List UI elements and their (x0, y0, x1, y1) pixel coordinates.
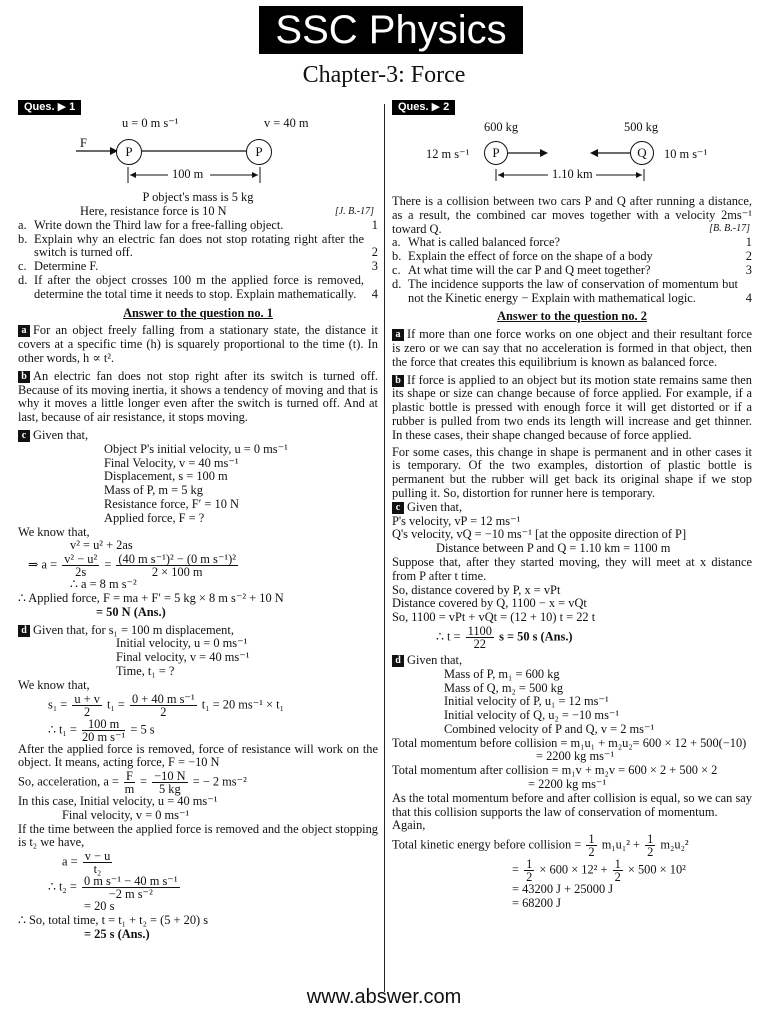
equation-t2: ∴ t₂ = $\frac{\text{0 m s⁻¹ − 40 m s⁻¹}}{\text{−2 m s⁻²}}$ (48, 874, 178, 902)
diagram-force-label: F (80, 136, 87, 150)
equation: ∴ a = 8 m s⁻² (70, 577, 137, 592)
resistance-caption: Here, resistance force is 10 N (80, 203, 227, 218)
given-line: Initial velocity, u = 0 ms⁻¹ (116, 636, 248, 651)
diagram-distance: 100 m (172, 167, 204, 181)
given-line: Displacement, s = 100 m (104, 469, 228, 484)
momentum-before: Total momentum before collision = m₁u₁ + m₂u₂= 600 × 12 + 500(−10) (392, 735, 747, 750)
source-tag: [J. B.-17] (334, 205, 374, 217)
chapter-title: Chapter-3: Force (302, 62, 466, 88)
equation-deceleration: So, acceleration, a = $\frac{F}{m}$ = $\frac{-10 N}{5 kg}$ = − 2 ms⁻² (18, 769, 247, 797)
velocity-q-label: 10 m s⁻¹ (664, 147, 708, 161)
given-line: Object P's initial velocity, u = 0 ms⁻¹ (104, 441, 288, 456)
answer-2b-continued: For some cases, this change in shape is permanent and in other cases it is temporary. Of the two examples, distortion of plastic bottle is permanent but the rubber will get back its original shape if we stop pulling it. So, distortion for runner here is temporary. (392, 444, 752, 500)
answer-1d-given: d Given that, for s₁ = 100 m displacement, (18, 624, 378, 638)
momentum-after: Total momentum after collision = m₁v + m₂v = 600 × 2 + 500 × 2 (392, 763, 718, 778)
given-line: P's velocity, vP = 12 ms⁻¹ (392, 513, 521, 528)
object-p-end: P (246, 139, 272, 165)
question-2-badge: Ques. ▶ 2 (392, 100, 455, 115)
column-divider (384, 104, 385, 992)
kinetic-energy-substitution: = $\frac{1}{2}$ × 600 × 12² + $\frac{1}{2}$ × 500 × 10² (512, 857, 686, 885)
car-p: P (484, 141, 508, 165)
we-know-that: We know that, (18, 524, 90, 539)
car-q: Q (630, 141, 654, 165)
mass-p-label: 600 kg (484, 120, 519, 134)
kinetic-energy-sum: = 43200 J + 25000 J (512, 882, 614, 897)
given-line: Mass of P, m = 5 kg (104, 483, 203, 498)
paragraph: Again, (392, 818, 426, 833)
given-line: Mass of Q, m₂ = 500 kg (444, 680, 564, 695)
paragraph: In this case, Initial velocity, u = 40 ms⁻¹ (18, 794, 218, 809)
momentum-before-value: = 2200 kg ms⁻¹ (536, 749, 615, 764)
kinetic-energy-total: = 68200 J (512, 896, 561, 911)
diagram-initial-velocity: u = 0 m s⁻¹ (122, 116, 179, 130)
we-know-that: We know that, (18, 677, 90, 692)
answer-2a: a If more than one force works on one object and their resultant force is zero or we can say that no acceleration is formed in that object, then the force that creates this equilibrium is known as balanced force. (392, 327, 752, 369)
collision-diagram (392, 115, 752, 185)
paragraph: Final velocity, v = 0 ms⁻¹ (62, 807, 190, 822)
given-line: Initial velocity of Q, u₂ = −10 ms⁻¹ (444, 708, 620, 723)
answer-1a: a For an object freely falling from a stationary state, the distance it covers at a specific time (h) is squarely proportional to the time (t). In other words, h ∝ t². (18, 323, 378, 365)
question-1-badge: Ques. ▶ 1 (18, 100, 81, 115)
paragraph: As the total momentum before and after collision is equal, so we can say that this collision supports the law of conservation of momentum. (392, 790, 752, 819)
question-item: d. The incidence supports the law of conservation of momentum but not the Kinetic energy − Explain with mathematical logic. 4 (392, 276, 752, 305)
equation-acceleration: ⇒ a = $\frac{\text{v² − u²}}{2s}$ = $\frac{\text{(40 m s⁻¹)² − (0 m s⁻¹)²}}{2 \times 100 m}$ (28, 552, 236, 580)
mass-caption: P object's mass is 5 kg (142, 190, 254, 204)
question-item: c. Determine F. 3 (18, 259, 378, 274)
answer-2c-given: c Given that, (392, 501, 752, 515)
question-item: c. At what time will the car P and Q meet together? 3 (392, 262, 752, 277)
object-p-start: P (116, 139, 142, 165)
equation: Distance covered by Q, 1100 − x = vQt (392, 596, 587, 611)
question-1-column (18, 100, 378, 942)
force-diagram (18, 115, 378, 201)
answer-1-heading: Answer to the question no. 1 (123, 305, 273, 320)
kinetic-energy-before: Total kinetic energy before collision = $\frac{1}{2}$ m₁u₁² + $\frac{1}{2}$ m₂u₂² (392, 832, 689, 860)
source-tag: [B. B.-17] (709, 223, 750, 235)
question-item: a. Write down the Third law for a free-falling object. 1 (18, 217, 378, 232)
equation-a: a = $\frac{v - u}{\text{t₂}}$ (62, 849, 111, 877)
equation: So, 1100 = vPt + vQt = (12 + 10) t = 22 t (392, 610, 596, 625)
answer-value: = 25 s (Ans.) (84, 926, 150, 941)
equation-total-time: ∴ So, total time, t = t₁ + t₂ = (5 + 20) s (18, 913, 209, 928)
paragraph: After the applied force is removed, force of resistance will work on the object. It means, acting force, F = −10 N (18, 741, 378, 770)
equation: v² = u² + 2as (70, 538, 133, 553)
paragraph: If the time between the applied force is removed and the object stopping is t₂ we have, (18, 821, 378, 850)
equation-force: ∴ Applied force, F = ma + F′ = 5 kg × 8 m s⁻² + 10 N (18, 590, 284, 605)
given-line: Final Velocity, v = 40 ms⁻¹ (104, 455, 239, 470)
mass-q-label: 500 kg (624, 120, 659, 134)
question-item: b. Explain why an electric fan does not stop rotating right after the switch is turned off. 2 (18, 231, 378, 260)
question-item: d. If after the object crosses 100 m the applied force is removed, determine the total time it needs to stop. Explain mathematically. 4 (18, 272, 378, 301)
question-item: a. What is called balanced force? 1 (392, 235, 752, 250)
diagram-lines (18, 115, 378, 201)
question-2-column (392, 100, 752, 911)
given-line: Resistance force, F′ = 10 N (104, 496, 239, 511)
answer-2d-given: d Given that, (392, 654, 752, 668)
equation-displacement: s₁ = $\frac{u + v}{2}$ t₁ = $\frac{\text{0 + 40 m s⁻¹}}{2}$ t₁ = 20 ms⁻¹ × t₁ (48, 691, 284, 719)
equation: = 20 s (84, 899, 115, 914)
given-line: Q's velocity, vQ = −10 ms⁻¹ [at the opposite direction of P] (392, 527, 687, 542)
equation-meet-time: ∴ t = $\frac{1100}{22}$ s = 50 s (Ans.) (436, 623, 573, 651)
answer-1b: b An electric fan does not stop right after its switch is turned off. Because of its moving inertia, it shows a tendency of moving and that is why it moves a little longer even after the switch is turned off. And at last, because of air resistance, it stops moving. (18, 368, 378, 425)
given-line: Final velocity, v = 40 ms⁻¹ (116, 650, 250, 665)
given-line: Initial velocity of P, u₁ = 12 ms⁻¹ (444, 694, 609, 709)
velocity-p-label: 12 m s⁻¹ (426, 147, 470, 161)
answer-2b: b If force is applied to an object but its motion state remains same then its shape or size can change because of force applied. For example, if a plastic bottle is pressed with enough force it will get distorted or if a rubber is pulled from two ends its length will increase and get thinner. In these cases, their shape changed because of force applied. (392, 372, 752, 442)
page-banner: SSC Physics (259, 6, 523, 54)
answer-1c-given: c Given that, (18, 429, 378, 443)
given-line: Mass of P, m₁ = 600 kg (444, 666, 560, 681)
paragraph: Suppose that, after they started moving, they will meet at x distance from P after t time. (392, 554, 752, 583)
question-item: b. Explain the effect of force on the shape of a body 2 (392, 249, 752, 264)
given-line: Combined velocity of P and Q, v = 2 ms⁻¹ (444, 721, 655, 736)
answer-value: = 50 N (Ans.) (96, 604, 166, 619)
diagram-distance: 1.10 km (552, 167, 593, 181)
momentum-after-value: = 2200 kg ms⁻¹ (528, 777, 607, 792)
answer-2-heading: Answer to the question no. 2 (497, 309, 647, 324)
given-line: Time, t₁ = ? (116, 663, 175, 678)
question-2-stem: There is a collision between two cars P and Q after running a distance, as a result, the combined car moves together with a velocity 2ms⁻¹ toward Q. (392, 194, 752, 236)
footer-url: www.abswer.com (306, 986, 462, 1008)
given-line: Distance between P and Q = 1.10 km = 1100 m (436, 541, 671, 556)
equation: So, distance covered by P, x = vPt (392, 582, 561, 597)
given-line: Applied force, F = ? (104, 510, 205, 525)
diagram-final-velocity: v = 40 m (264, 116, 309, 130)
equation-time: ∴ t₁ = $\frac{100 m}{\text{20 m s⁻¹}}$ = 5 s (48, 716, 155, 744)
